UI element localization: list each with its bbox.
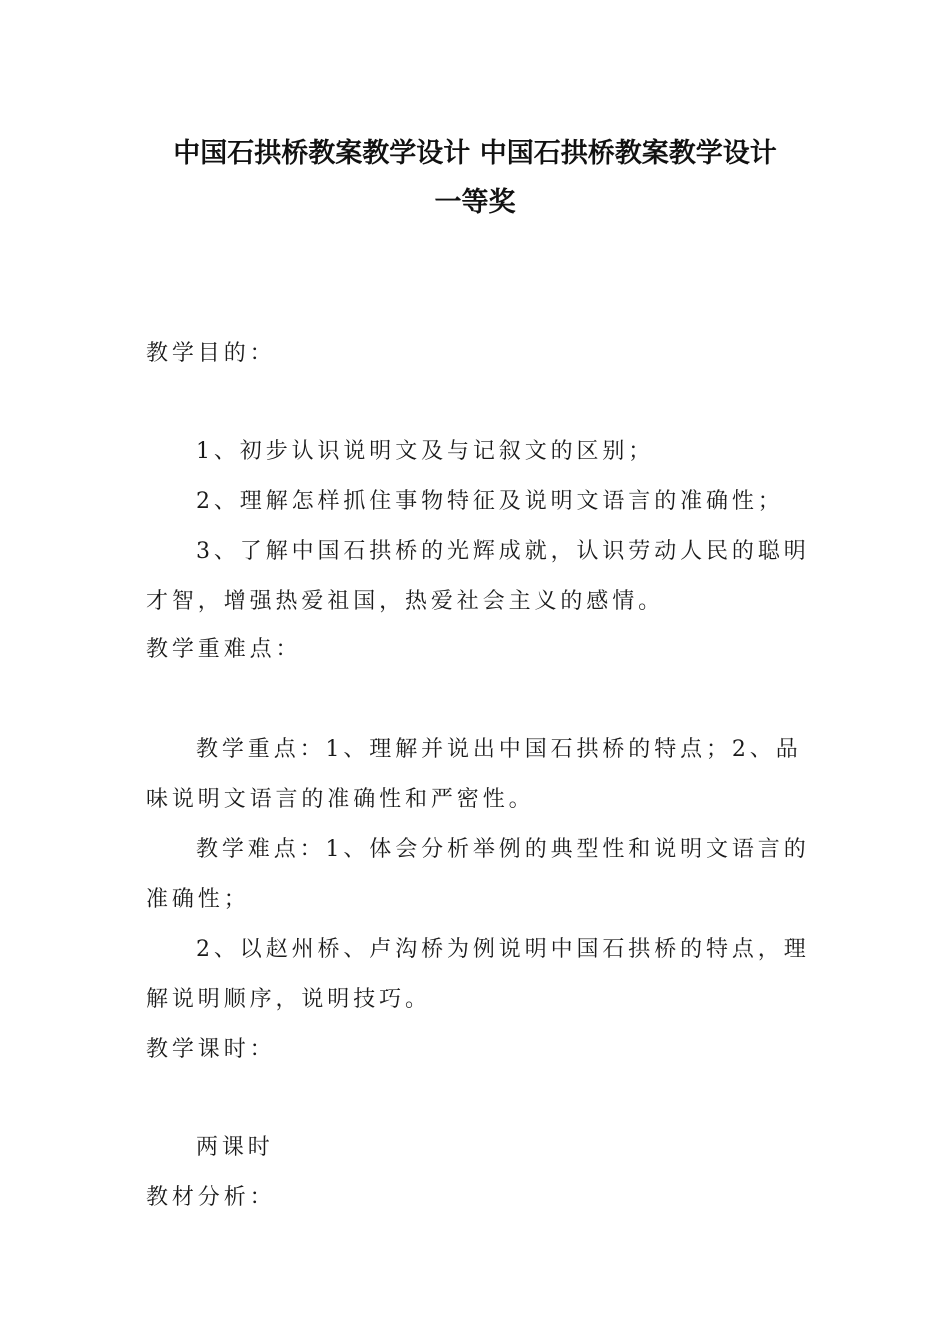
difficulty-paragraph: 教学难点：1、体会分析举例的典型性和说明文语言的 <box>196 837 810 862</box>
document-title-continued: 一等奖 <box>434 187 516 218</box>
keypoint-paragraph-continued: 味说明文语言的准确性和严密性。 <box>146 787 535 812</box>
hours-heading: 教学课时： <box>146 1037 276 1062</box>
objective-item-3: 3、了解中国石拱桥的光辉成就，认识劳动人民的聪明 <box>196 539 810 564</box>
difficulty-item-2-continued: 解说明顺序，说明技巧。 <box>146 987 431 1012</box>
objective-item-3-continued: 才智，增强热爱祖国，热爱社会主义的感情。 <box>146 589 665 614</box>
document-title: 中国石拱桥教案教学设计 中国石拱桥教案教学设计 <box>173 138 777 169</box>
analysis-heading: 教材分析： <box>146 1185 276 1210</box>
objective-item-2: 2、理解怎样抓住事物特征及说明文语言的准确性； <box>196 489 784 514</box>
keypoints-heading: 教学重难点： <box>146 637 302 662</box>
keypoint-paragraph: 教学重点：1、理解并说出中国石拱桥的特点；2、品 <box>196 737 802 762</box>
objective-item-1: 1、初步认识说明文及与记叙文的区别； <box>196 439 655 464</box>
objectives-heading: 教学目的： <box>146 341 276 366</box>
difficulty-item-2: 2、以赵州桥、卢沟桥为例说明中国石拱桥的特点，理 <box>196 937 810 962</box>
difficulty-paragraph-continued: 准确性； <box>146 887 250 912</box>
hours-value: 两课时 <box>196 1135 274 1160</box>
